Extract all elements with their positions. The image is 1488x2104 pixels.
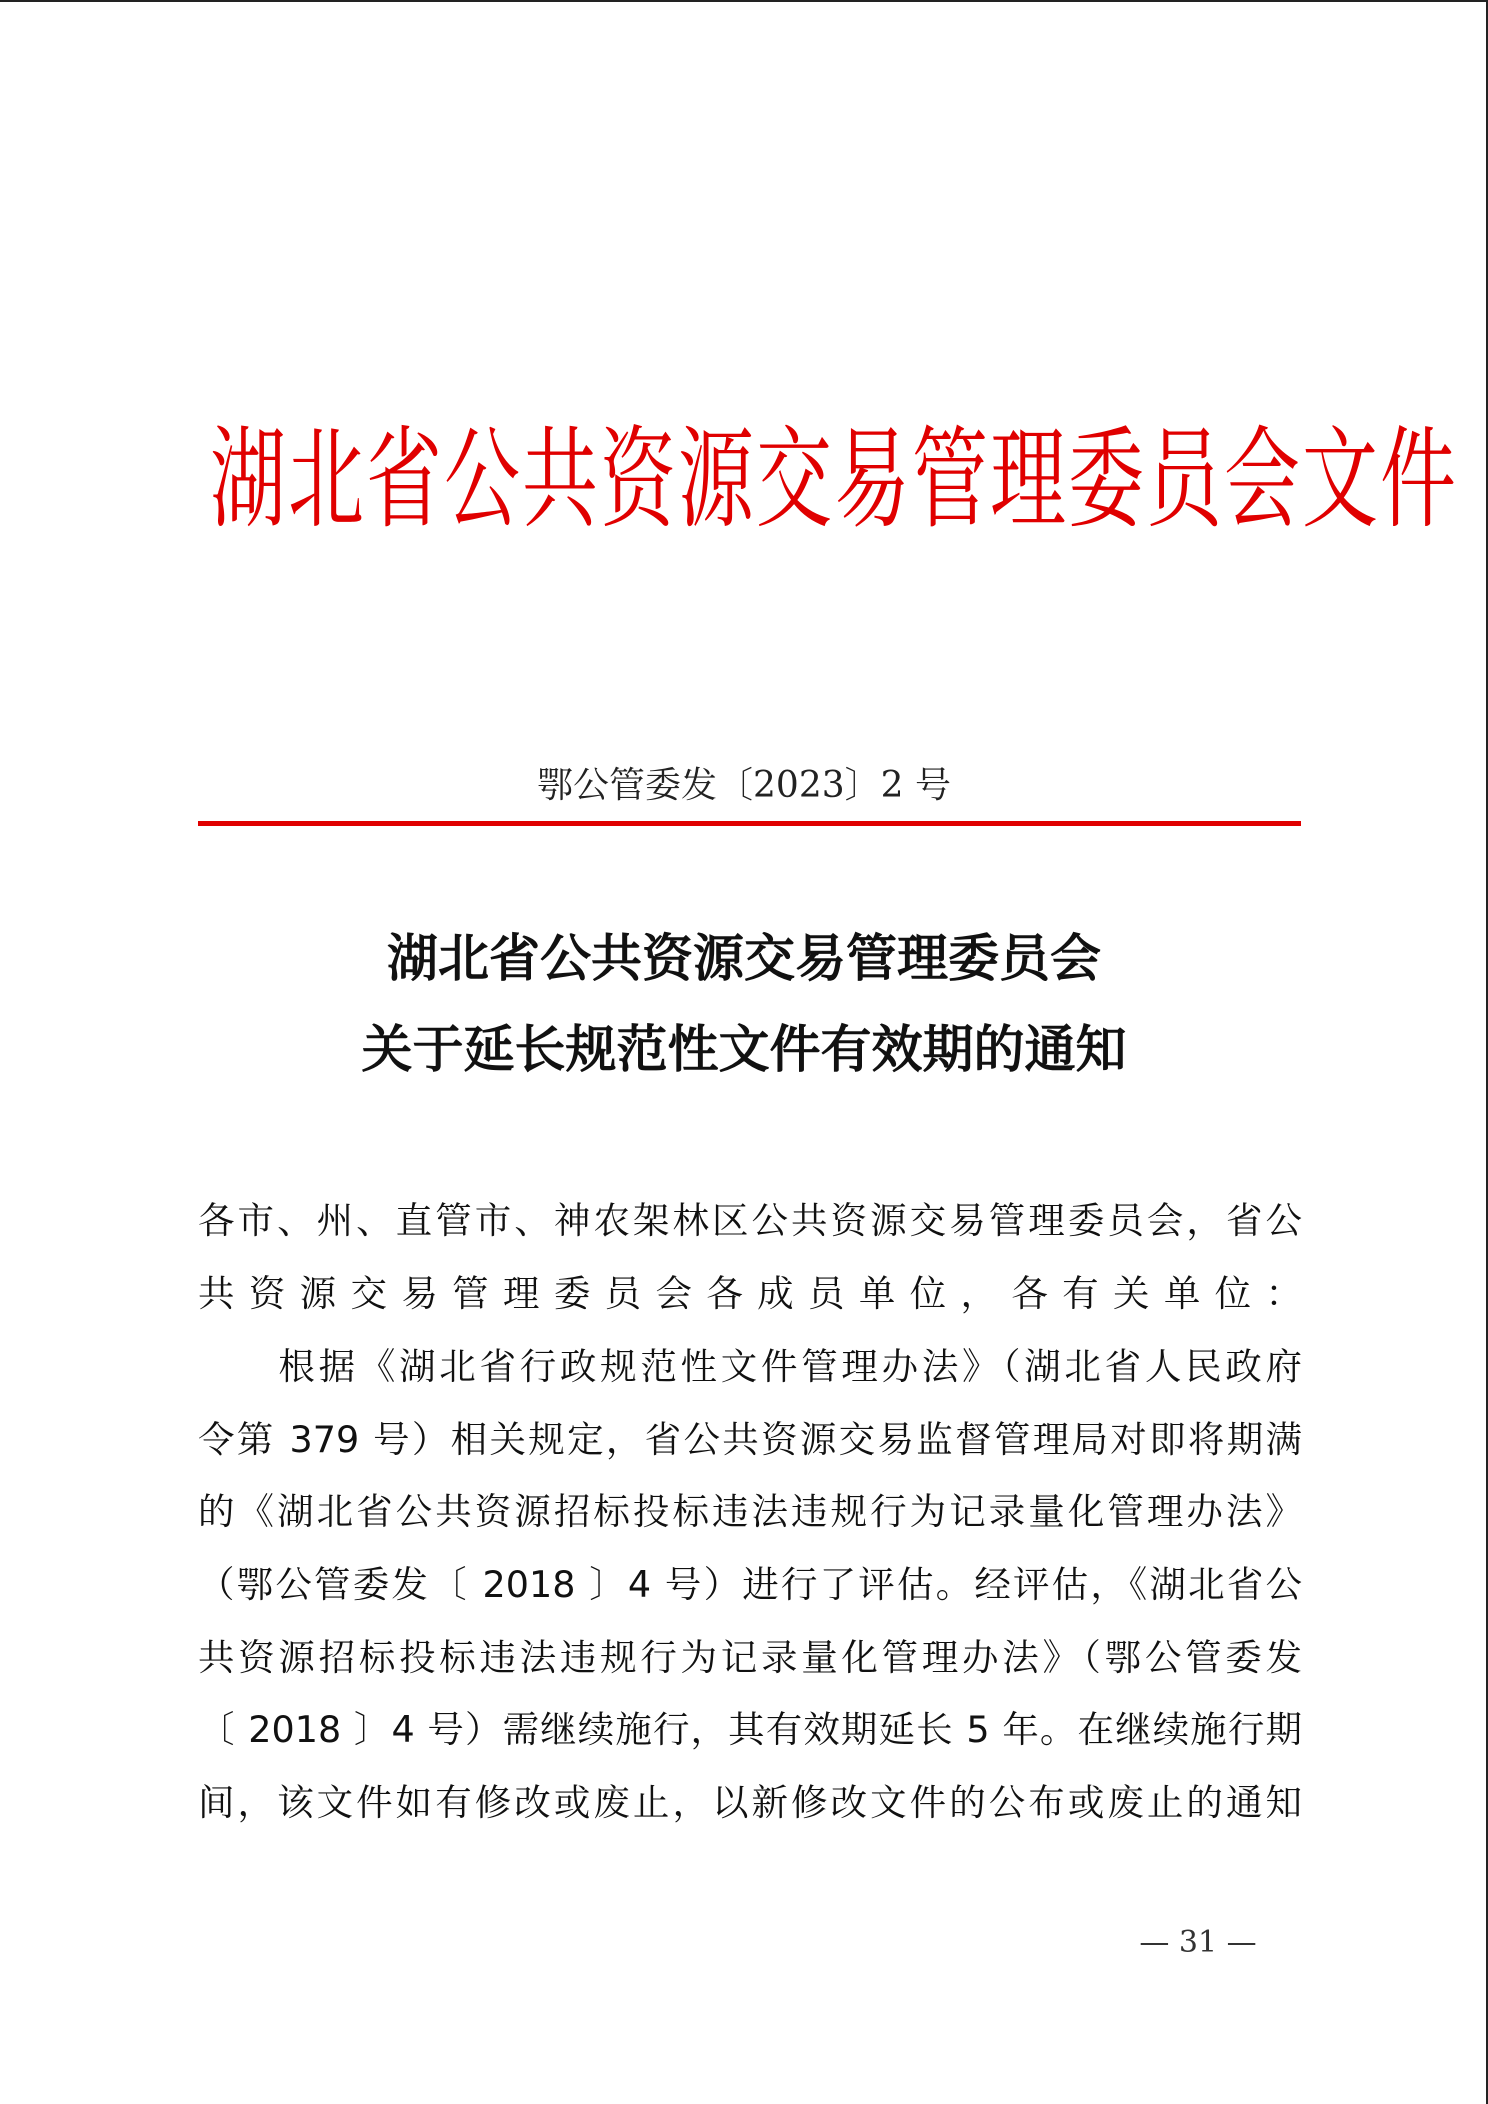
body-line: 根据《湖北省行政规范性文件管理办法》（湖北省人民政府 [198, 1345, 1302, 1388]
body-line: 间，该文件如有修改或废止，以新修改文件的公布或废止的通知 [198, 1781, 1302, 1824]
body-line: 令第 379 号）相关规定，省公共资源交易监督管理局对即将期满 [198, 1418, 1302, 1461]
red-divider-rule [198, 821, 1301, 826]
notice-title-line-2: 关于延长规范性文件有效期的通知 [361, 1021, 1127, 1080]
body-line: 的《湖北省公共资源招标投标违法违规行为记录量化管理办法》 [198, 1490, 1302, 1533]
body-line: 共资源招标投标违法违规行为记录量化管理办法》（鄂公管委发 [198, 1636, 1302, 1679]
body-line: 共资源交易管理委员会各成员单位，各有关单位： [198, 1272, 1302, 1315]
notice-title-line-1: 湖北省公共资源交易管理委员会 [386, 930, 1101, 989]
body-line: 各市、州、直管市、神农架林区公共资源交易管理委员会，省公 [198, 1199, 1302, 1242]
body-line: 〔 2018 〕4 号）需继续施行，其有效期延长 5 年。在继续施行期 [198, 1708, 1302, 1751]
masthead-title: 湖北省公共资源交易管理委员会文件 [210, 414, 1458, 544]
document-number: 鄂公管委发〔2023〕2 号 [537, 765, 951, 806]
page-number: — 31 — [1139, 1925, 1257, 1960]
body-line: （鄂公管委发〔 2018 〕4 号）进行了评估。经评估，《湖北省公 [198, 1563, 1302, 1606]
